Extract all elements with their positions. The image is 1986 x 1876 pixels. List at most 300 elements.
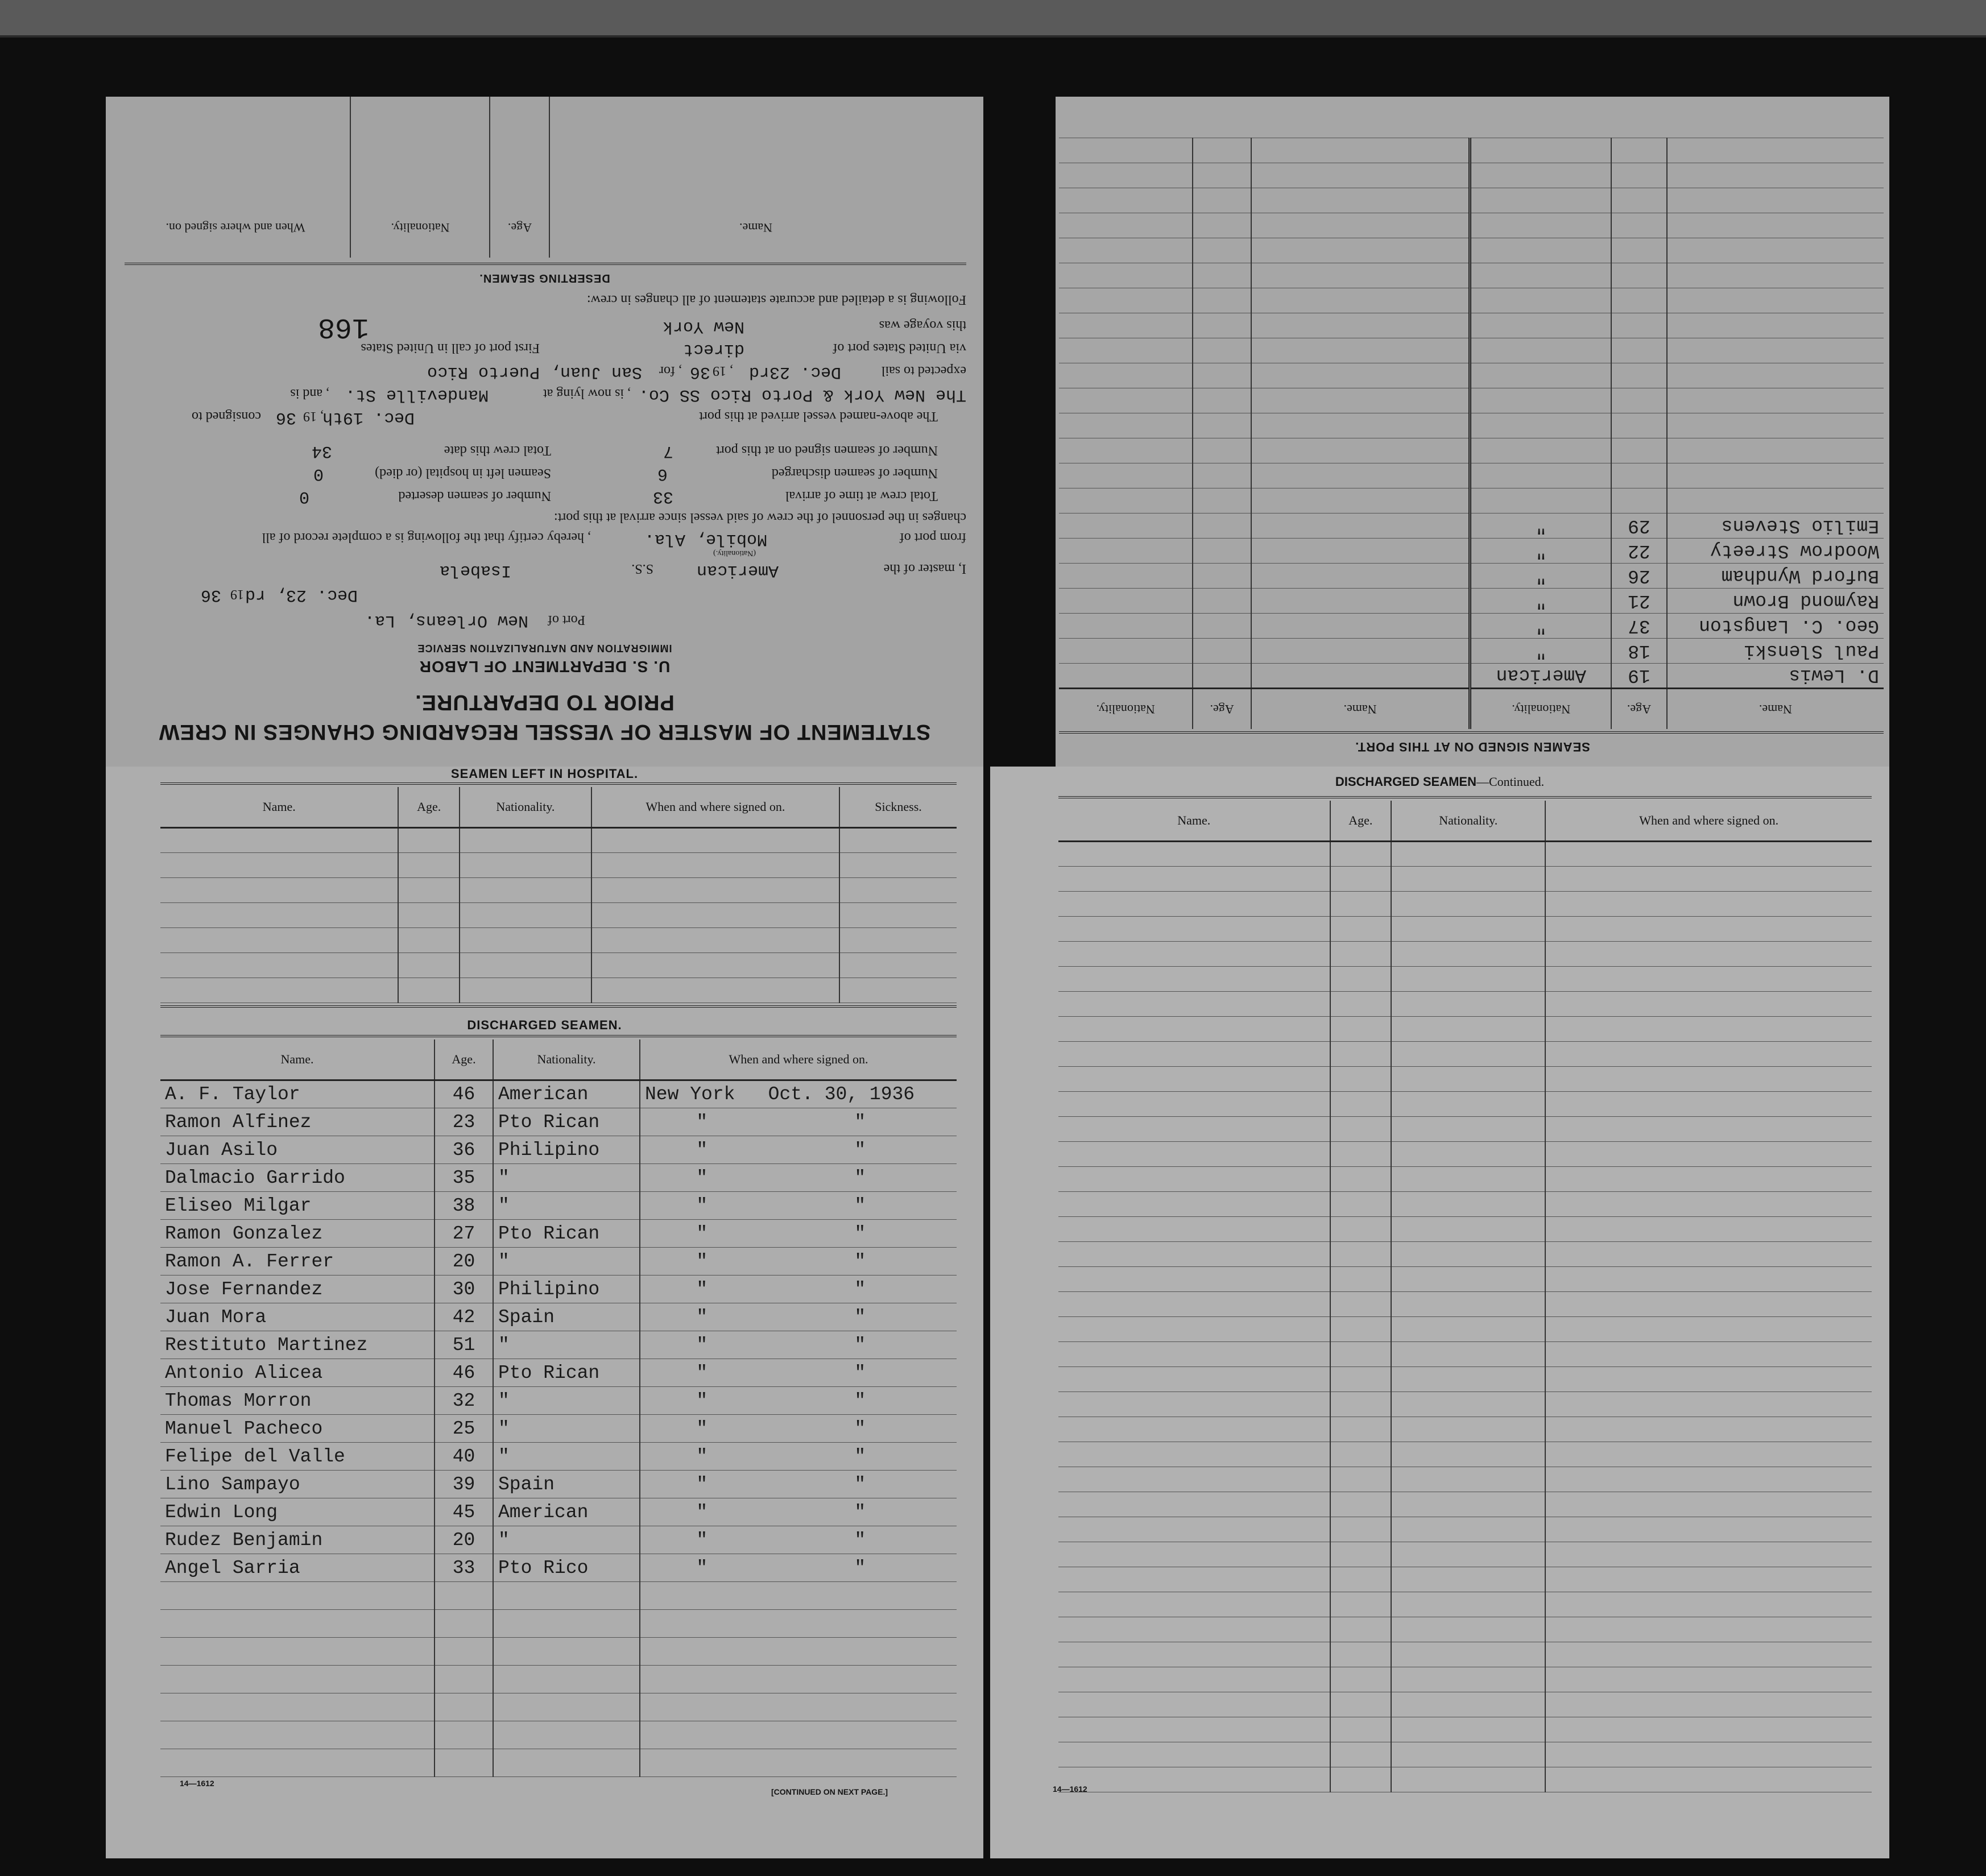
cont-row [1058, 942, 1872, 967]
cont-cell [1058, 1167, 1330, 1192]
discharged-age: 25 [435, 1415, 493, 1443]
hospital-cell [398, 878, 460, 903]
signed-age [1611, 413, 1666, 438]
cont-cell [1391, 1342, 1545, 1367]
hospital-cell [160, 828, 398, 853]
statement-rotated [106, 97, 983, 767]
signed-nationality [1470, 138, 1611, 163]
signed-on-label: Number of seamen signed on at this port [716, 443, 938, 458]
certify-text: , hereby certify that the following is a complete record of all [262, 530, 591, 545]
discharged-nationality: " [493, 1331, 640, 1359]
signed-blank-cell [1251, 639, 1470, 664]
discharged-row [160, 1554, 957, 1582]
hospital-cell [160, 978, 398, 1003]
signed-age [1611, 238, 1666, 263]
signed-nationality [1470, 338, 1611, 363]
changes-text: changes in the personnel of the crew of said vessel since arrival at this port: [553, 510, 966, 525]
discharged-row [160, 1415, 957, 1443]
cont-cell [1330, 1692, 1391, 1717]
cont-cell [1058, 967, 1330, 992]
hospital-cell [398, 903, 460, 928]
hospital-cell [839, 978, 957, 1003]
cont-cell [1058, 1317, 1330, 1342]
discharged-nationality: " [493, 1443, 640, 1471]
deserting-col-line [489, 97, 490, 258]
discharged-row [160, 1693, 957, 1721]
signed-blank-cell [1251, 513, 1470, 539]
cont-cell [1330, 1492, 1391, 1517]
hospital-title: SEAMEN LEFT IN HOSPITAL. [450, 767, 639, 781]
cont-cell [1545, 942, 1872, 967]
discharged-row [160, 1164, 957, 1192]
signed-on-row [1059, 564, 1884, 589]
discharged-age: 45 [435, 1498, 493, 1526]
signed-name [1667, 388, 1884, 413]
discharged-cont-suffix: —Continued. [1476, 775, 1545, 789]
expected-year-label: , 19 [713, 363, 733, 378]
cont-cell [1330, 1167, 1391, 1192]
discharged-age [435, 1749, 493, 1777]
deserting-when-header: When and where signed on. [166, 221, 305, 235]
deserted-label: Number of seamen deserted [398, 488, 551, 503]
signed-blank-cell [1193, 539, 1251, 564]
cont-cell [1391, 1217, 1545, 1242]
signed-on-row [1059, 138, 1884, 163]
cont-row [1058, 1142, 1872, 1167]
signed-on-table [1059, 138, 1884, 729]
discharged-when: " [764, 1471, 957, 1498]
expected-label: expected to sail [881, 363, 966, 378]
discharged-row [160, 1749, 957, 1777]
discharged-when [764, 1693, 957, 1721]
port-label: Port of [548, 612, 585, 627]
cont-cell [1058, 842, 1330, 867]
signed-blank-cell [1193, 338, 1251, 363]
signed-name [1667, 338, 1884, 363]
hospital-cell [839, 878, 957, 903]
discharged-name [160, 1749, 435, 1777]
signed-blank-cell [1059, 263, 1193, 288]
signed-blank-cell [1193, 664, 1251, 689]
cont-cell [1330, 1042, 1391, 1067]
discharged-nationality [493, 1610, 640, 1638]
cont-cell [1330, 1242, 1391, 1267]
cont-cell [1330, 1017, 1391, 1042]
signed-on-row [1059, 639, 1884, 664]
signed-nationality [1470, 438, 1611, 463]
discharged-when: " [764, 1164, 957, 1192]
cont-cell [1391, 1067, 1545, 1092]
cont-row [1058, 1117, 1872, 1142]
cont-cell [1391, 1742, 1545, 1767]
consigned-to-label: consigned to [192, 409, 261, 424]
cont-cell [1391, 1417, 1545, 1442]
discharged-row [160, 1220, 957, 1248]
cont-cell [1330, 1667, 1391, 1692]
discharged-where: " [640, 1526, 764, 1554]
signed-on-row [1059, 363, 1884, 388]
discharged-row [160, 1638, 957, 1666]
discharged-where: " [640, 1498, 764, 1526]
hospital-sickness-header: Sickness. [839, 787, 957, 828]
cont-cell [1545, 1267, 1872, 1292]
cont-when-header: When and where signed on. [1545, 801, 1872, 842]
signed-blank-cell [1251, 338, 1470, 363]
signed-age-header: Age. [1611, 689, 1666, 730]
discharged-age: 36 [435, 1136, 493, 1164]
cont-cell [1330, 1767, 1391, 1792]
signed-blank-cell [1251, 213, 1470, 238]
signed-on-header-row [1059, 689, 1884, 730]
cont-cell [1391, 1117, 1545, 1142]
cont-cell [1545, 992, 1872, 1017]
cont-cell [1391, 1692, 1545, 1717]
signed-name2-header: Name. [1251, 689, 1470, 730]
cont-cell [1330, 1567, 1391, 1592]
signed-name [1667, 313, 1884, 338]
discharged-nationality [493, 1721, 640, 1749]
hospital-cell [460, 853, 591, 878]
discharged-title: DISCHARGED SEAMEN. [467, 1018, 622, 1032]
cont-cell [1391, 1242, 1545, 1267]
cont-cell [1391, 1492, 1545, 1517]
signed-age: 22 [1611, 539, 1666, 564]
cont-cell [1330, 1417, 1391, 1442]
cont-cell [1545, 1067, 1872, 1092]
cont-cell [1058, 917, 1330, 942]
cont-cell [1391, 1717, 1545, 1742]
discharged-where [640, 1582, 764, 1610]
discharged-age: 46 [435, 1080, 493, 1108]
signed-blank-cell [1059, 564, 1193, 589]
cont-cell [1545, 1217, 1872, 1242]
discharged-continued-panel [990, 767, 1889, 1858]
cont-cell [1058, 1542, 1330, 1567]
cont-cell [1391, 1392, 1545, 1417]
cont-cell [1545, 842, 1872, 867]
cont-row [1058, 1017, 1872, 1042]
from-port-label: from port of [899, 530, 966, 545]
discharged-age [435, 1693, 493, 1721]
consigned-year-label: , 19 [303, 409, 324, 424]
hospital-cell [591, 878, 839, 903]
hospital-cell [839, 903, 957, 928]
discharged-panel [106, 767, 983, 1858]
discharged-when: " [764, 1331, 957, 1359]
hospital-cell [160, 878, 398, 903]
discharged-name [160, 1638, 435, 1666]
cont-nationality-header: Nationality. [1391, 801, 1545, 842]
hospital-cell [460, 978, 591, 1003]
cont-cell [1545, 1367, 1872, 1392]
cont-cell [1058, 1617, 1330, 1642]
cont-cell [1545, 1692, 1872, 1717]
discharged-name: Thomas Morron [160, 1387, 435, 1415]
cont-cell [1545, 1167, 1872, 1192]
discharged-name: Ramon Alfinez [160, 1108, 435, 1136]
signed-nationality: " [1470, 614, 1611, 639]
signed-blank-cell [1193, 263, 1251, 288]
signed-nationality [1470, 313, 1611, 338]
signed-name [1667, 138, 1884, 163]
signed-age [1611, 138, 1666, 163]
cont-cell [1391, 942, 1545, 967]
discharged-name [160, 1666, 435, 1693]
cont-cell [1391, 1442, 1545, 1467]
hospital-value: 0 [313, 464, 324, 483]
discharged-row [160, 1666, 957, 1693]
discharged-when [764, 1582, 957, 1610]
cont-cell [1391, 1667, 1545, 1692]
cont-cell [1330, 1217, 1391, 1242]
cont-age-header: Age. [1330, 801, 1391, 842]
discharged-where: " [640, 1248, 764, 1275]
hospital-cell [398, 928, 460, 953]
discharged-when [764, 1721, 957, 1749]
signed-blank-cell [1059, 163, 1193, 188]
port-value: New Orleans, La. [364, 611, 528, 630]
discharged-when: " [764, 1192, 957, 1220]
cont-cell [1391, 1042, 1545, 1067]
cont-cell [1058, 1742, 1330, 1767]
signed-blank-cell [1251, 614, 1470, 639]
cont-cell [1391, 1567, 1545, 1592]
discharged-nationality [493, 1666, 640, 1693]
cont-cell [1391, 1142, 1545, 1167]
hospital-cell [160, 928, 398, 953]
signed-blank-cell [1059, 539, 1193, 564]
cont-row [1058, 892, 1872, 917]
cont-cell [1391, 1317, 1545, 1342]
cont-cell [1058, 1367, 1330, 1392]
signed-name: Buford Wyndham [1667, 564, 1884, 589]
statement-panel [106, 97, 983, 767]
discharged-nationality: Philipino [493, 1136, 640, 1164]
discharged-row [160, 1080, 957, 1108]
signed-blank-cell [1059, 288, 1193, 313]
cont-cell [1545, 1317, 1872, 1342]
cont-cell [1391, 1467, 1545, 1492]
signed-age: 37 [1611, 614, 1666, 639]
first-port-label: First port of call in United States [361, 341, 540, 355]
signed-blank-cell [1059, 213, 1193, 238]
cont-cell [1058, 1492, 1330, 1517]
discharged-rule [160, 1035, 957, 1037]
discharged-when: " [764, 1443, 957, 1471]
service-label: IMMIGRATION AND NATURALIZATION SERVICE [417, 643, 672, 654]
cont-row [1058, 1067, 1872, 1092]
date-value: Dec. 23, rd [245, 585, 358, 604]
discharged-name: Edwin Long [160, 1498, 435, 1526]
scan-top-edge [0, 0, 1986, 38]
discharged-nationality: " [493, 1164, 640, 1192]
lying-label: , is now lying at [543, 386, 631, 401]
signed-blank-cell [1193, 614, 1251, 639]
continued-note: [CONTINUED ON NEXT PAGE.] [771, 1787, 888, 1796]
hospital-cell [398, 953, 460, 978]
cont-row [1058, 1317, 1872, 1342]
cont-row [1058, 1242, 1872, 1267]
signed-age [1611, 363, 1666, 388]
discharged-where: " [640, 1136, 764, 1164]
signed-on-row [1059, 488, 1884, 513]
signed-nationality-header: Nationality. [1470, 689, 1611, 730]
hospital-cell [460, 953, 591, 978]
cont-cell [1545, 1042, 1872, 1067]
discharged-table [160, 1040, 957, 1777]
discharged-where: " [640, 1164, 764, 1192]
cont-cell [1545, 1492, 1872, 1517]
cont-cell [1330, 1717, 1391, 1742]
signed-blank-cell [1251, 488, 1470, 513]
signed-blank-cell [1193, 313, 1251, 338]
cont-cell [1330, 992, 1391, 1017]
cont-cell [1330, 1267, 1391, 1292]
signed-blank-cell [1251, 438, 1470, 463]
signed-on-row [1059, 338, 1884, 363]
signed-on-rotated [1056, 97, 1889, 767]
discharged-when: " [764, 1108, 957, 1136]
cont-row [1058, 1042, 1872, 1067]
discharged-age: 38 [435, 1192, 493, 1220]
discharged-name [160, 1693, 435, 1721]
signed-age [1611, 488, 1666, 513]
hospital-row [160, 903, 957, 928]
cont-row [1058, 1092, 1872, 1117]
cont-cell [1545, 1017, 1872, 1042]
hospital-cell [591, 828, 839, 853]
signed-on-row [1059, 438, 1884, 463]
signed-blank-cell [1059, 363, 1193, 388]
discharged-nationality: Pto Rican [493, 1108, 640, 1136]
discharged-age: 23 [435, 1108, 493, 1136]
cont-cell [1545, 1592, 1872, 1617]
cont-cell [1545, 1767, 1872, 1792]
discharged-age [435, 1721, 493, 1749]
signed-blank-cell [1059, 614, 1193, 639]
signed-age: 18 [1611, 639, 1666, 664]
signed-blank-cell [1193, 213, 1251, 238]
discharged-when: " [764, 1303, 957, 1331]
signed-nationality [1470, 263, 1611, 288]
total-crew-label: Total crew at time of arrival [785, 488, 938, 503]
cont-cell [1058, 1667, 1330, 1692]
hospital-row [160, 978, 957, 1003]
cont-cell [1330, 1117, 1391, 1142]
hospital-cell [839, 928, 957, 953]
cont-row [1058, 1367, 1872, 1392]
discharged-when: " [764, 1220, 957, 1248]
signed-blank-cell [1059, 313, 1193, 338]
cont-row [1058, 1467, 1872, 1492]
signed-nationality: " [1470, 564, 1611, 589]
signed-blank-cell [1193, 188, 1251, 213]
discharged-when [764, 1610, 957, 1638]
cont-cell [1058, 1417, 1330, 1442]
cont-row [1058, 1417, 1872, 1442]
cont-cell [1330, 1367, 1391, 1392]
cont-cell [1391, 992, 1545, 1017]
discharged-where [640, 1721, 764, 1749]
cont-cell [1058, 1267, 1330, 1292]
signed-nationality: " [1470, 513, 1611, 539]
signed-blank-cell [1193, 589, 1251, 614]
discharged-where [640, 1749, 764, 1777]
signed-blank-cell [1193, 163, 1251, 188]
discharged-age: 27 [435, 1220, 493, 1248]
hospital-row [160, 853, 957, 878]
discharged-name: Jose Fernandez [160, 1275, 435, 1303]
cont-cell [1330, 1392, 1391, 1417]
cont-row [1058, 1692, 1872, 1717]
signed-on-row [1059, 539, 1884, 564]
cont-cell [1545, 1442, 1872, 1467]
discharged-age: 20 [435, 1248, 493, 1275]
cont-cell [1058, 1567, 1330, 1592]
discharged-name: A. F. Taylor [160, 1080, 435, 1108]
signed-nationality [1470, 238, 1611, 263]
discharged-row [160, 1303, 957, 1331]
cont-cell [1330, 867, 1391, 892]
cont-cell [1058, 1517, 1330, 1542]
discharged-nationality: " [493, 1248, 640, 1275]
discharged-where: " [640, 1108, 764, 1136]
hospital-cell [460, 828, 591, 853]
cont-cell [1058, 1767, 1330, 1792]
discharged-age: 30 [435, 1275, 493, 1303]
cont-cell [1330, 1467, 1391, 1492]
signed-on-row [1059, 463, 1884, 488]
voyage-label: this voyage was [879, 318, 966, 333]
signed-blank-cell [1059, 664, 1193, 689]
cont-cell [1058, 1067, 1330, 1092]
signed-blank-cell [1193, 388, 1251, 413]
signed-age: 29 [1611, 513, 1666, 539]
hospital-cell [460, 928, 591, 953]
discharged-where: " [640, 1275, 764, 1303]
signed-blank-cell [1251, 564, 1470, 589]
discharged-nationality: " [493, 1192, 640, 1220]
cont-cell [1545, 1242, 1872, 1267]
signed-blank-cell [1059, 138, 1193, 163]
discharged-where: " [640, 1471, 764, 1498]
signed-name: Paul Slenski [1667, 639, 1884, 664]
cont-row [1058, 1217, 1872, 1242]
form-number: 14—1612 [180, 1779, 214, 1788]
hospital-row [160, 878, 957, 903]
discharged-nationality: Spain [493, 1471, 640, 1498]
cont-row [1058, 1442, 1872, 1467]
cont-row [1058, 1642, 1872, 1667]
signed-on-value: 7 [663, 441, 673, 461]
signed-blank-cell [1059, 463, 1193, 488]
signed-blank-cell [1251, 363, 1470, 388]
cont-cell [1330, 917, 1391, 942]
cont-cell [1330, 1292, 1391, 1317]
discharged-where: " [640, 1387, 764, 1415]
total-date-value: 34 [311, 441, 332, 461]
deserting-name-header: Name. [739, 221, 773, 235]
discharged-name-header: Name. [160, 1040, 435, 1080]
cont-row [1058, 1542, 1872, 1567]
discharged-where: " [640, 1415, 764, 1443]
discharged-age: 33 [435, 1554, 493, 1582]
cont-cell [1545, 1717, 1872, 1742]
cont-cell [1545, 967, 1872, 992]
for-label: , for [659, 363, 682, 378]
signed-name [1667, 163, 1884, 188]
signed-blank-cell [1193, 564, 1251, 589]
